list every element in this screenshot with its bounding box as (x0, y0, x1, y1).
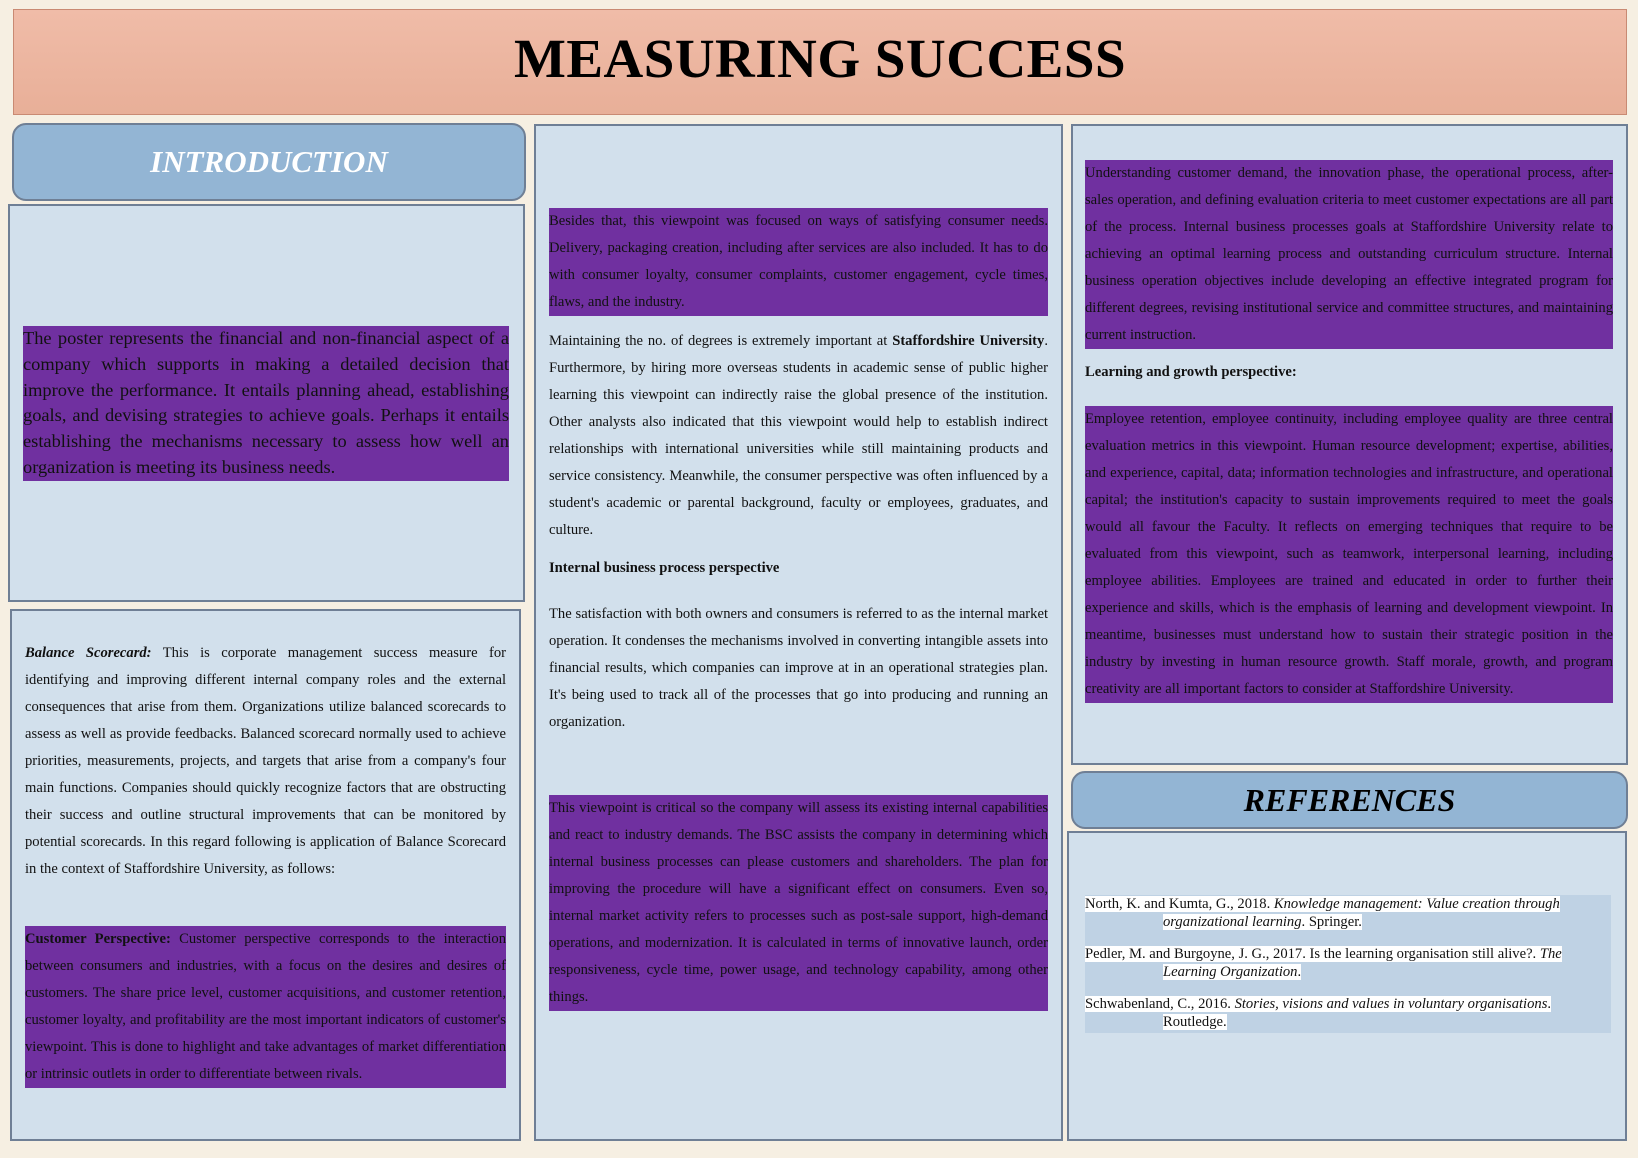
degrees-paragraph-end: . Furthermore, by hiring more overseas students in academic sense of public higher learning this viewpoint can indirectly raise the global presence of the institution. Other analysts also indicated that this viewpoint would help to establish indirect relationships with international universities while still maintaining products and service consistency. Meanwhile, the consumer perspective was often influenced by a student's academic or parental background, faculty or employees, graduates, and culture. (549, 333, 1048, 538)
reference-item (1085, 895, 1611, 931)
introduction-heading: INTRODUCTION (150, 144, 388, 179)
reference-publisher: . (1297, 964, 1302, 980)
degrees-paragraph-start: Maintaining the no. of degrees is extremely important at (549, 333, 893, 349)
reference-authors: Schwabenland, C., 2016. (1085, 996, 1235, 1012)
introduction-text: The poster represents the financial and non-financial aspect of a company which supports in making a detailed decision that improve the performance. It entails planning ahead, establishing goals, and devising strategies to achieve goals. Perhaps it entails establishing the mechanisms necessary to assess how well an organization is meeting its business needs. (23, 326, 509, 481)
references-heading: REFERENCES (1243, 782, 1456, 818)
customer-perspective-body: Customer perspective corresponds to the interaction between consumers and industries, with a focus on the desires and desires of customers. The share price level, customer acquisitions, and customer retention, customer loyalty, and profitability are the most important indicators of customer's viewpoint. This is done to highlight and take advantages of market differentiation or intrinsic outlets in order to differentiate between rivals. (25, 931, 506, 1082)
reference-item (1085, 945, 1611, 981)
introduction-heading-banner (12, 123, 526, 201)
poster-header (13, 9, 1627, 115)
reference-publisher: . Routledge. (1163, 996, 1552, 1030)
staffordshire-university-bold: Staffordshire University (892, 333, 1045, 349)
references-list (1085, 895, 1611, 1033)
customer-perspective-text (25, 926, 506, 1088)
learning-growth-heading: Learning and growth perspective: (1085, 364, 1297, 380)
reference-title: Knowledge management: Value creation through organizational learning (1163, 896, 1560, 930)
degrees-paragraph (549, 328, 1048, 544)
balance-scorecard-text (25, 640, 506, 883)
internal-business-heading: Internal business process perspective (549, 560, 780, 576)
balance-scorecard-body: This is corporate management success measure for identifying and improving different internal company roles and the external consequences that arise from them. Organizations utilize balanced scorecards to assess as well as provide feedbacks. Balanced scorecard normally used to achieve priorities, measurements, projects, and targets that arise from a company's four main functions. Companies should quickly recognize factors that are obstructing their success and outline structural improvements that can be monitored by potential scorecards. In this regard following is application of Balance Scorecard in the context of Staffordshire University, as follows: (25, 645, 507, 877)
reference-item (1085, 995, 1611, 1031)
customer-needs-paragraph: Besides that, this viewpoint was focused on ways of satisfying consumer needs. Delivery, packaging creation, including after services are also included. It has to do with consumer loyalty, consumer complaints, customer engagement, cycle times, flaws, and the industry. (549, 208, 1048, 316)
reference-authors: Pedler, M. and Burgoyne, J. G., 2017. Is the learning organisation still alive?. (1085, 946, 1540, 962)
balance-scorecard-label: Balance Scorecard: (25, 645, 152, 661)
references-heading-banner (1071, 771, 1628, 829)
customer-perspective-label: Customer Perspective: (25, 931, 171, 947)
reference-title: The Learning Organization (1163, 946, 1562, 980)
reference-authors: North, K. and Kumta, G., 2018. (1085, 896, 1274, 912)
internal-process-goals-paragraph: Understanding customer demand, the innovation phase, the operational process, after-sales operation, and defining evaluation criteria to meet customer expectations are all part of the process. Internal business processes goals at Staffordshire University relate to achieving an optimal learning process and outstanding curriculum structure. Internal business operation objectives include developing an effective integrated program for different degrees, revising institutional service and committee structures, and maintaining current instruction. (1085, 160, 1613, 349)
internal-market-paragraph: The satisfaction with both owners and consumers is referred to as the internal market operation. It condenses the mechanisms involved in converting intangible assets into financial results, which companies can improve at in an operational strategies plan. It's being used to track all of the processes that go into producing and running an organization. (549, 606, 1048, 730)
poster-title: MEASURING SUCCESS (513, 28, 1127, 89)
reference-publisher: . Springer. (1301, 914, 1362, 930)
reference-title: Stories, visions and values in voluntary organisations (1234, 996, 1548, 1012)
learning-growth-paragraph: Employee retention, employee continuity, including employee quality are three central evaluation metrics in this viewpoint. Human resource development; expertise, abilities, and experience, capital, data; information technologies and infrastructure, and operational capital; the institution's capacity to sustain improvements required to meet the goals would all favour the Faculty. It reflects on emerging techniques that require to be evaluated from this viewpoint, such as teamwork, interpersonal learning, including employee abilities. Employees are trained and educated in order to further their experience and skills, which is the emphasis of learning and development viewpoint. In meantime, businesses must understand how to sustain their strategic position in the industry by investing in human resource growth. Staff morale, growth, and program creativity are all important factors to consider at Staffordshire University. (1085, 406, 1613, 703)
bsc-viewpoint-paragraph: This viewpoint is critical so the company will assess its existing internal capabilities and react to industry demands. The BSC assists the company in determining which internal business processes can please customers and shareholders. The plan for improving the procedure will have a significant effect on consumers. Even so, internal market activity refers to processes such as post-sale support, high-demand operations, and modernization. It is calculated in terms of innovative launch, order responsiveness, cycle time, power usage, and technology capability, among other things. (549, 795, 1048, 1011)
